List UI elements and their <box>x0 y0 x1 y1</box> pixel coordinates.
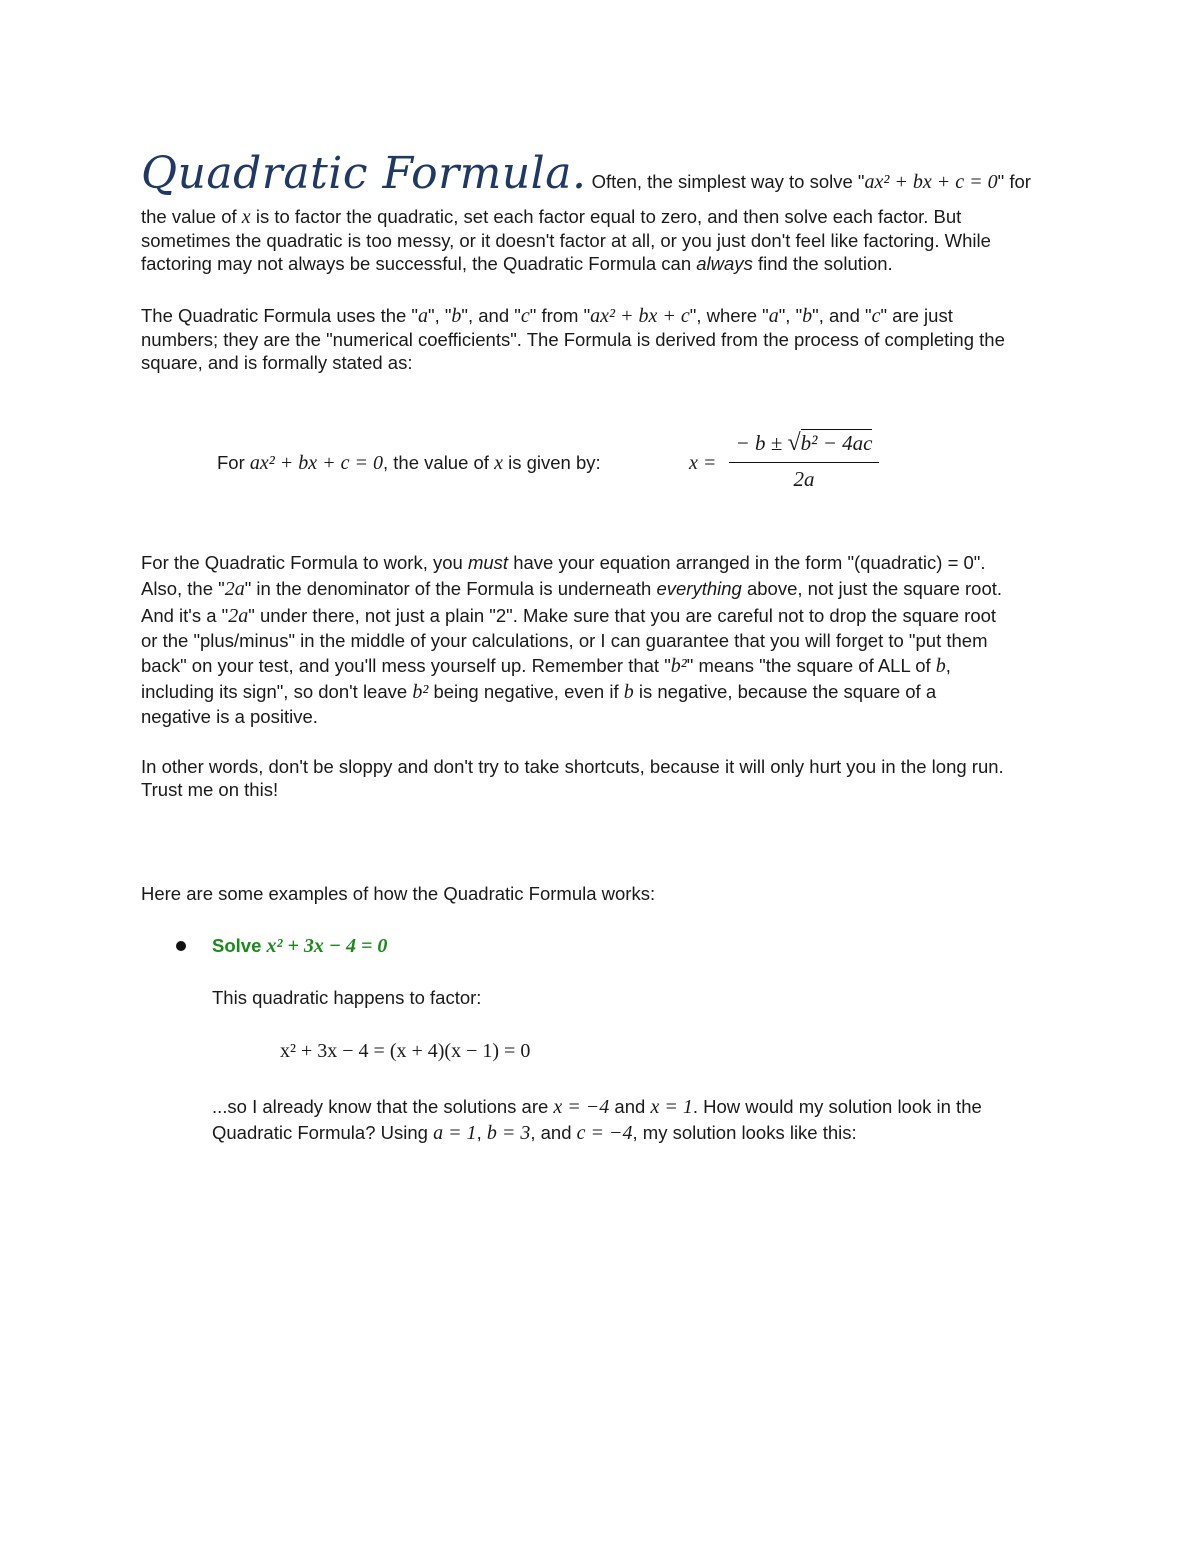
examples-intro: Here are some examples of how the Quadratic Formula works: <box>141 883 656 904</box>
advice-line-2: Trust me on this! <box>141 779 279 800</box>
bullet-icon <box>176 941 186 951</box>
formula-statement: For ax² + bx + c = 0, the value of x is given by: <box>217 452 601 474</box>
example-line-1: This quadratic happens to factor: <box>212 987 482 1008</box>
warning-line-6: including its sign", so don't leave b² being negative, even if b is negative, because the square of a <box>141 681 937 703</box>
intro-line-4: factoring may not always be successful, the Quadratic Formula can always find the solution. <box>141 253 893 274</box>
warning-line-5: back" on your test, and you'll mess yourself up. Remember that "b²" means "the square of ALL of b, <box>141 655 951 677</box>
formula-denominator: 2a <box>793 467 815 491</box>
intro-line-3: sometimes the quadratic is too messy, or it doesn't factor at all, or you just don't feel like factoring. While <box>141 230 991 251</box>
coeff-line-2: numbers; they are the "numerical coefficients". The Formula is derived from the process of completing the <box>141 329 1005 350</box>
warning-line-2: Also, the "2a" in the denominator of the Formula is underneath everything above, not just the square root. <box>141 578 1003 600</box>
fraction-bar <box>729 462 879 463</box>
warning-line-3: And it's a "2a" under there, not just a plain "2". Make sure that you are careful not to drop the square root <box>141 605 997 627</box>
warning-line-1: For the Quadratic Formula to work, you must have your equation arranged in the form "(quadratic) = 0". <box>141 552 986 573</box>
page-title: Quadratic Formula. <box>141 148 587 199</box>
advice-line-1: In other words, don't be sloppy and don't try to take shortcuts, because it will only hurt you in the long run. <box>141 756 1004 777</box>
formula-numerator: − b ± √b² − 4ac <box>735 430 873 456</box>
coeff-line-1: The Quadratic Formula uses the "a", "b", and "c" from "ax² + bx + c", where "a", "b", and "c" are just <box>141 305 953 327</box>
formula-lhs: x = <box>689 452 717 474</box>
example-heading: Solve x² + 3x − 4 = 0 <box>212 935 388 957</box>
warning-line-4: or the "plus/minus" in the middle of your calculations, or I can guarantee that you will forget to "put them <box>141 630 988 651</box>
coeff-line-3: square, and is formally stated as: <box>141 352 413 373</box>
intro-line-1: Quadratic Formula. Often, the simplest way to solve "ax² + bx + c = 0" for <box>141 148 1031 199</box>
example-factored-equation: x² + 3x − 4 = (x + 4)(x − 1) = 0 <box>280 1040 531 1062</box>
example-solution-line-1: ...so I already know that the solutions are x = −4 and x = 1. How would my solution look in the <box>212 1096 982 1118</box>
warning-line-7: negative is a positive. <box>141 706 318 727</box>
example-solution-line-2: Quadratic Formula? Using a = 1, b = 3, and c = −4, my solution looks like this: <box>212 1122 857 1144</box>
intro-line-2: the value of x is to factor the quadratic, set each factor equal to zero, and then solve each factor. But <box>141 206 962 228</box>
